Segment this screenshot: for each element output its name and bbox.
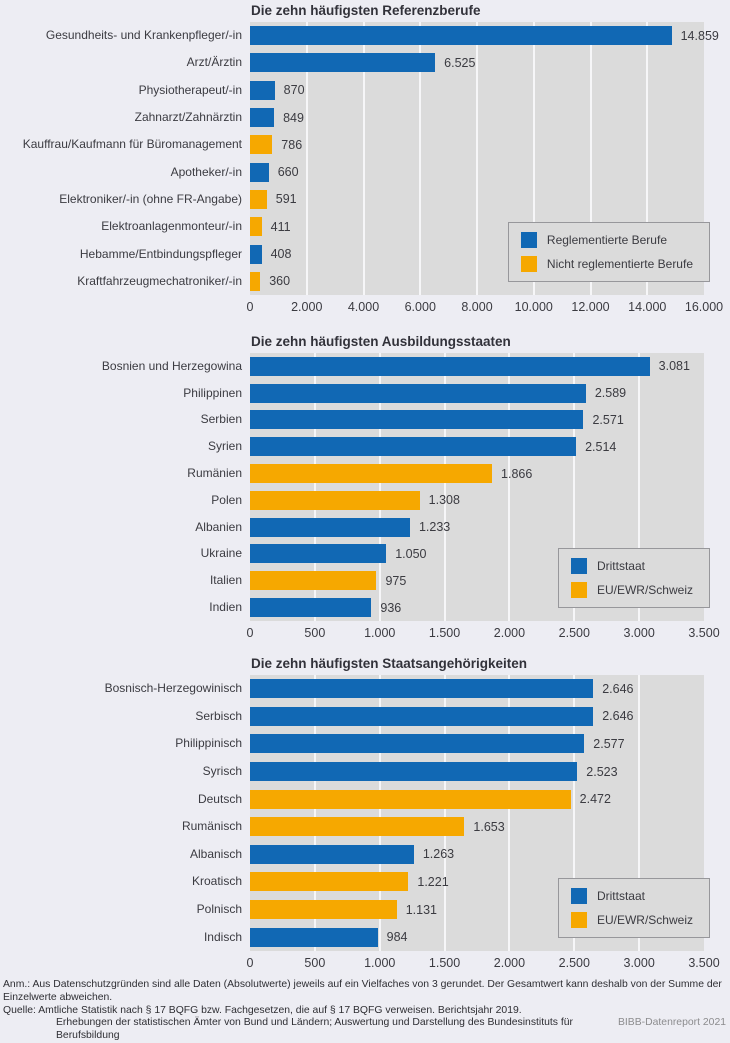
value-label: 14.859	[680, 28, 719, 43]
bar-track	[250, 357, 704, 376]
value-label: 2.646	[602, 681, 634, 696]
value-label: 2.514	[585, 439, 617, 454]
category-label: Apotheker/-in	[170, 164, 242, 179]
category-label: Indien	[209, 600, 242, 615]
category-label: Italien	[209, 573, 242, 588]
bar-track	[250, 518, 704, 537]
x-tick-label: 1.500	[428, 626, 461, 640]
category-label: Bosnien und Herzegowina	[101, 358, 242, 373]
x-tick-label: 2.500	[558, 626, 590, 640]
value-label: 2.472	[579, 792, 611, 807]
legend-swatch-blue	[571, 888, 587, 904]
category-label: Rumänisch	[181, 819, 242, 834]
bar	[250, 26, 672, 45]
category-label: Bosnisch-Herzegowinisch	[104, 681, 242, 696]
legend-item	[571, 912, 693, 928]
bar-track	[250, 790, 704, 809]
value-label: 936	[380, 600, 402, 615]
legend-item	[571, 558, 693, 574]
bar-row	[0, 433, 730, 460]
x-tick-label: 2.000	[291, 300, 323, 314]
value-label: 1.653	[473, 819, 505, 834]
x-tick-label: 3.000	[623, 626, 655, 640]
value-label: 1.866	[501, 466, 533, 481]
value-label: 411	[270, 219, 291, 234]
bar-track	[250, 81, 704, 100]
category-label: Elektroanlagenmonteur/-in	[101, 219, 242, 234]
bar-track	[250, 410, 704, 429]
value-label: 984	[386, 930, 408, 945]
legend-item	[521, 256, 693, 272]
category-label: Elektroniker/-in (ohne FR-Angabe)	[59, 191, 242, 206]
bar-row	[0, 158, 730, 185]
legend-label: Drittstaat	[596, 559, 645, 573]
x-axis	[246, 951, 720, 973]
x-axis	[246, 295, 724, 317]
x-tick-label: 1.000	[364, 956, 396, 970]
category-label: Hebamme/Entbindungspfleger	[79, 246, 242, 261]
bar	[250, 163, 269, 182]
bar-track	[250, 491, 704, 510]
bar	[250, 464, 492, 483]
category-label: Physiotherapeut/-in	[138, 82, 242, 97]
x-tick-label: 3.000	[623, 956, 655, 970]
x-tick-label: 6.000	[404, 300, 436, 314]
value-label: 870	[283, 83, 305, 98]
category-label: Syrisch	[202, 764, 242, 779]
bar	[250, 245, 262, 264]
chart-plot	[0, 675, 730, 951]
bar-row	[0, 380, 730, 407]
legend-item	[521, 232, 693, 248]
chart-staatsangehoerigkeiten	[0, 653, 730, 973]
bar	[250, 790, 571, 809]
bar	[250, 217, 262, 236]
bar-row	[0, 514, 730, 541]
x-tick-label: 2.000	[493, 956, 526, 970]
bar-row	[0, 186, 730, 213]
legend-label: Nicht reglementierte Berufe	[546, 257, 693, 271]
x-tick-label: 1.000	[364, 626, 396, 640]
legend-swatch-blue	[521, 232, 537, 248]
category-label: Polen	[211, 492, 242, 507]
bar-row	[0, 785, 730, 813]
bar-row	[0, 353, 730, 380]
bar-track	[250, 26, 719, 45]
bar-track	[250, 707, 704, 726]
bar-track	[250, 135, 704, 154]
category-label: Kroatisch	[191, 874, 242, 889]
legend-swatch-blue	[571, 558, 587, 574]
value-label: 1.050	[395, 546, 427, 561]
value-label: 2.577	[593, 736, 625, 751]
value-label: 849	[283, 110, 304, 125]
category-label: Zahnarzt/Zahnärztin	[134, 110, 242, 125]
legend	[558, 548, 710, 608]
bar-track	[250, 734, 704, 753]
bar	[250, 410, 583, 429]
bar	[250, 384, 586, 403]
category-label: Polnisch	[196, 902, 242, 917]
category-label: Philippinisch	[175, 736, 242, 751]
value-label: 2.523	[586, 764, 618, 779]
bar	[250, 928, 378, 947]
bar-row	[0, 131, 730, 158]
category-label: Syrien	[207, 439, 242, 454]
legend-swatch-orange	[571, 582, 587, 598]
bar	[250, 437, 576, 456]
bar	[250, 598, 371, 617]
category-label: Gesundheits- und Krankenpfleger/-in	[45, 28, 242, 43]
category-label: Kauffrau/Kaufmann für Büromanagement	[22, 137, 242, 152]
legend	[508, 222, 710, 282]
value-label: 786	[281, 137, 303, 152]
bar-track	[250, 108, 704, 127]
bar-track	[250, 679, 704, 698]
category-label: Rumänien	[187, 466, 242, 481]
value-label: 3.081	[658, 359, 690, 374]
bar	[250, 518, 410, 537]
chart-title: Die zehn häufigsten Ausbildungsstaaten	[251, 334, 511, 349]
bar-track	[250, 384, 704, 403]
bar-track	[250, 190, 704, 209]
bar	[250, 135, 272, 154]
figure-footer	[3, 979, 727, 1043]
bar-track	[250, 437, 704, 456]
value-label: 360	[269, 274, 291, 289]
category-label: Indisch	[203, 929, 242, 944]
bar-row	[0, 487, 730, 514]
bar-row	[0, 703, 730, 731]
bar	[250, 108, 274, 127]
legend-item	[571, 582, 693, 598]
bar-row	[0, 460, 730, 487]
bar-row	[0, 104, 730, 131]
chart-plot	[0, 22, 730, 295]
value-label: 2.589	[594, 386, 627, 401]
value-label: 660	[277, 165, 299, 180]
source-line-2: Erhebungen der statistischen Ämter von Bund und Ländern; Auswertung und Darstellung des Bundesinstituts für Berufsbildung	[56, 1017, 573, 1042]
chart-title: Die zehn häufigsten Referenzberufe	[251, 3, 481, 18]
x-tick-label: 0	[246, 626, 254, 640]
bar	[250, 762, 577, 781]
x-tick-label: 2.000	[493, 626, 526, 640]
category-label: Kraftfahrzeugmechatroniker/-in	[77, 273, 242, 288]
bar-row	[0, 407, 730, 434]
x-tick-label: 2.500	[558, 956, 590, 970]
x-tick-label: 16.000	[684, 300, 724, 314]
x-axis	[246, 621, 720, 643]
category-label: Deutsch	[197, 791, 242, 806]
bar-track	[250, 163, 704, 182]
legend-item	[571, 888, 693, 904]
x-tick-label: 0	[246, 300, 254, 314]
value-label: 1.131	[405, 902, 437, 917]
x-tick-label: 0	[246, 956, 254, 970]
legend-label: Drittstaat	[596, 889, 645, 903]
bar	[250, 734, 584, 753]
x-tick-label: 8.000	[461, 300, 493, 314]
bar	[250, 845, 414, 864]
bar	[250, 53, 435, 72]
bar-row	[0, 841, 730, 869]
legend-swatch-orange	[571, 912, 587, 928]
bar	[250, 544, 386, 563]
bar-row	[0, 730, 730, 758]
legend-swatch-orange	[521, 256, 537, 272]
bar-row	[0, 49, 730, 76]
source-row	[3, 1017, 727, 1043]
x-tick-label: 3.500	[688, 626, 720, 640]
x-tick-label: 3.500	[688, 956, 720, 970]
report-credit: BIBB-Datenreport 2021	[617, 1017, 726, 1029]
x-tick-label: 4.000	[347, 300, 380, 314]
source-line: Quelle: Amtliche Statistik nach § 17 BQFG bzw. Fachgesetzen, die auf § 17 BQFG verweisen. Berichtsjahr 2019.	[3, 1004, 522, 1016]
x-tick-label: 1.500	[428, 956, 461, 970]
bar	[250, 679, 593, 698]
value-label: 2.646	[602, 709, 634, 724]
chart-ausbildungsstaaten	[0, 331, 730, 643]
chart-referenzberufe	[0, 0, 730, 317]
bar-track	[250, 464, 704, 483]
value-label: 1.221	[417, 874, 449, 889]
bar	[250, 491, 420, 510]
bar-row	[0, 77, 730, 104]
bar	[250, 900, 397, 919]
x-tick-label: 500	[304, 626, 326, 640]
category-label: Albanisch	[189, 846, 242, 861]
chart-title: Die zehn häufigsten Staatsangehörigkeiten	[251, 656, 528, 671]
category-label: Ukraine	[200, 546, 242, 561]
bar-track	[250, 762, 704, 781]
x-tick-label: 10.000	[514, 300, 553, 314]
legend	[558, 878, 710, 938]
bar-row	[0, 22, 730, 49]
value-label: 1.233	[418, 520, 451, 535]
category-label: Serbisch	[195, 708, 242, 723]
x-tick-label: 14.000	[628, 300, 667, 314]
x-tick-label: 500	[304, 956, 326, 970]
value-label: 6.525	[444, 55, 476, 70]
category-label: Serbien	[200, 412, 242, 427]
bar-track	[250, 817, 704, 836]
chart-plot	[0, 353, 730, 621]
legend-label: EU/EWR/Schweiz	[596, 583, 693, 597]
bar-row	[0, 675, 730, 703]
category-label: Philippinen	[183, 385, 242, 400]
x-tick-label: 12.000	[571, 300, 610, 314]
bar	[250, 357, 650, 376]
legend-label: EU/EWR/Schweiz	[596, 913, 693, 927]
bar	[250, 571, 376, 590]
value-label: 408	[270, 247, 292, 262]
bar-row	[0, 813, 730, 841]
bar-track	[250, 53, 704, 72]
bar	[250, 872, 408, 891]
value-label: 2.571	[592, 412, 624, 427]
value-label: 1.308	[428, 493, 460, 508]
bar	[250, 81, 275, 100]
value-label: 591	[275, 192, 297, 207]
bar	[250, 817, 464, 836]
bar	[250, 272, 260, 291]
bar	[250, 707, 593, 726]
footnote: Anm.: Aus Datenschutzgründen sind alle Daten (Absolutwerte) jeweils auf ein Vielfaches von 3 gerundet. Der Gesamtwert kann deshalb von der Summe der Einzelwerte abweichen.	[3, 979, 722, 1003]
category-label: Arzt/Ärztin	[186, 55, 242, 70]
value-label: 1.263	[422, 847, 455, 862]
bar-track	[250, 845, 704, 864]
bar-row	[0, 758, 730, 786]
legend-label: Reglementierte Berufe	[546, 233, 667, 247]
value-label: 975	[385, 573, 407, 588]
bar	[250, 190, 267, 209]
category-label: Albanien	[195, 519, 242, 534]
